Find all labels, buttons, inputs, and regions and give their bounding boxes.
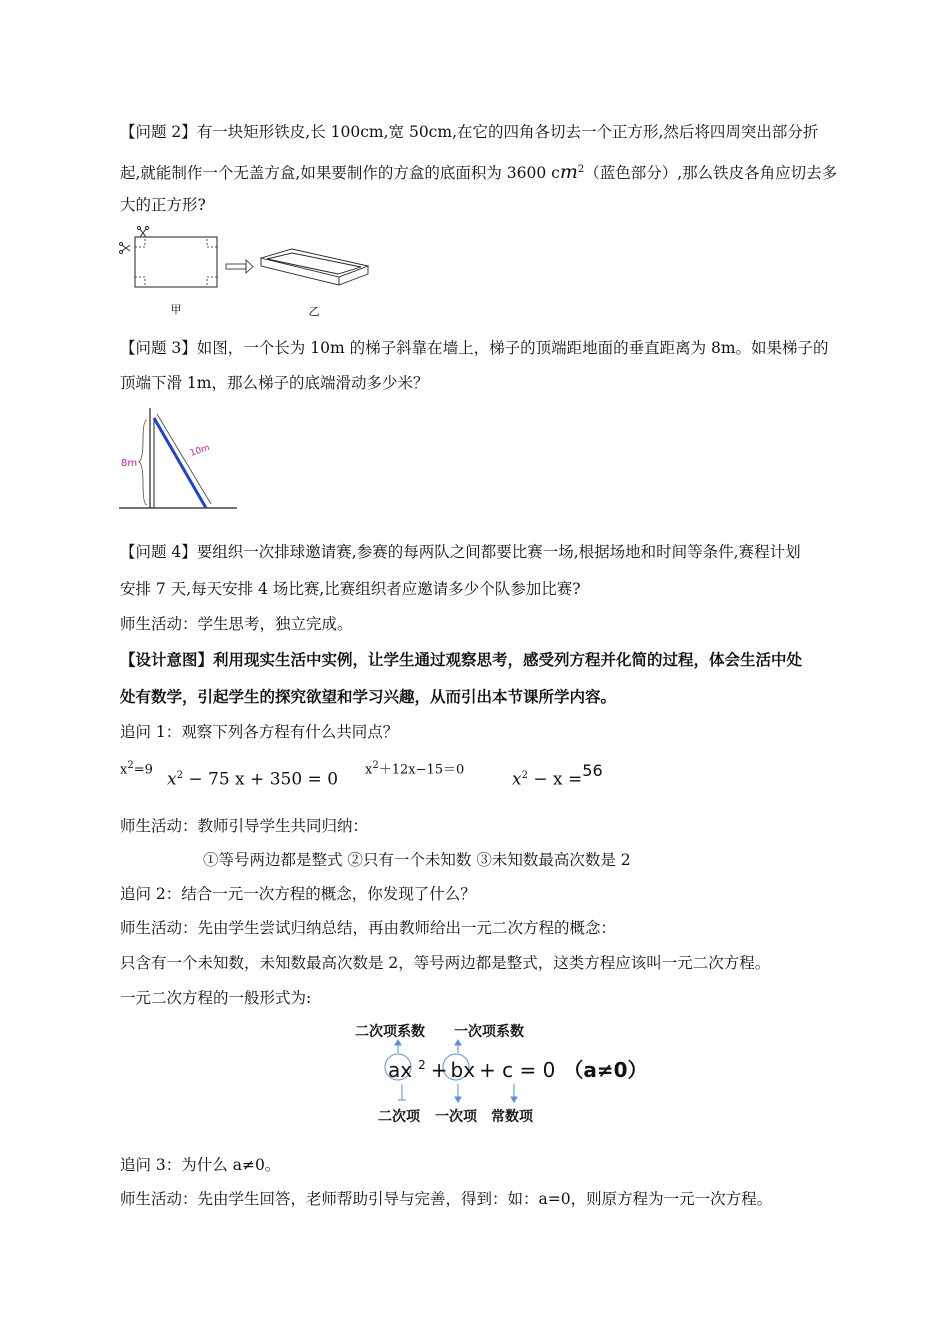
label-jia: 甲 bbox=[170, 303, 182, 316]
problem2-line2 bbox=[120, 160, 837, 183]
activity-4: 师生活动：先由学生回答，老师帮助引导与完善，得到：如：a=0，则原方程为一元一次方程。 bbox=[120, 1190, 773, 1208]
label-quadratic-coefficient: 二次项系数 bbox=[355, 1024, 425, 1040]
label-quadratic-term: 二次项 bbox=[378, 1109, 420, 1125]
definition: 只含有一个未知数，未知数最高次数是 2，等号两边都是整式，这类方程应该叫一元二次方程。 bbox=[120, 954, 771, 972]
design-intent-line1: 【设计意图】利用现实生活中实例，让学生通过观察思考，感受列方程并化简的过程，体会生活中处 bbox=[120, 651, 803, 669]
problem2-line3: 大的正方形? bbox=[120, 196, 206, 214]
general-form-equation: ax $^2$ + bx + c = 0 （a≠0） bbox=[388, 1058, 648, 1082]
ladder bbox=[154, 418, 206, 508]
activity-3: 师生活动：先由学生尝试归纳总结，再由教师给出一元二次方程的概念： bbox=[120, 919, 617, 937]
ladder-length-brace bbox=[157, 414, 211, 504]
scissors-icon bbox=[120, 227, 149, 254]
problem2-unit-sup: 2 bbox=[577, 164, 585, 175]
followup-1: 追问 1：观察下列各方程有什么共同点？ bbox=[120, 723, 399, 741]
problem3-line1: 【问题 3】如图，一个长为 10m 的梯子斜靠在墙上，梯子的顶端距地面的垂直距离为 8m。如果梯子的 bbox=[120, 339, 829, 357]
ladder-figure bbox=[115, 400, 245, 515]
label-constant-term: 常数项 bbox=[491, 1109, 533, 1125]
arrow-right-icon bbox=[226, 260, 253, 273]
design-intent-line2: 处有数学，引起学生的探究欲望和学习兴趣，从而引出本节课所学内容。 bbox=[120, 688, 617, 706]
activity-1: 师生活动：学生思考，独立完成。 bbox=[120, 615, 353, 633]
problem3-line2: 顶端下滑 1m，那么梯子的底端滑动多少米？ bbox=[120, 374, 429, 392]
problem2-line1: 【问题 2】有一块矩形铁皮,长 100cm,宽 50cm,在它的四角各切去一个正方形,然后将四周突出部分折 bbox=[120, 123, 819, 141]
features-list: ①等号两边都是整式 ②只有一个未知数 ③未知数最高次数是 2 bbox=[203, 851, 631, 869]
label-linear-coefficient: 一次项系数 bbox=[454, 1024, 524, 1040]
general-form-intro: 一元二次方程的一般形式为: bbox=[120, 989, 312, 1007]
iron-sheet-figure bbox=[120, 225, 380, 320]
label-8m: 8m bbox=[121, 458, 138, 469]
problem4-line2: 安排 7 天,每天安排 4 场比赛,比赛组织者应邀请多少个队参加比赛? bbox=[120, 580, 581, 598]
label-10m: 10m bbox=[188, 443, 212, 459]
problem2-line2-b: （蓝色部分）,那么铁皮各角应切去多 bbox=[584, 164, 838, 183]
height-brace bbox=[139, 420, 147, 505]
label-yi: 乙 bbox=[308, 305, 320, 318]
problem2-line2-a: 起,就能制作一个无盖方盒,如果要制作的方盒的底面积为 3600 c bbox=[120, 164, 560, 183]
equation-1: $x^2=9$ bbox=[120, 760, 153, 778]
activity-2: 师生活动：教师引导学生共同归纳： bbox=[120, 817, 369, 835]
problem4-line1: 【问题 4】要组织一次排球邀请赛,参赛的每两队之间都要比赛一场,根据场地和时间等条件,赛程计划 bbox=[120, 543, 801, 561]
sheet-rect bbox=[135, 237, 217, 287]
followup-2: 追问 2：结合一元一次方程的概念，你发现了什么？ bbox=[120, 885, 476, 903]
equation-2: $x^2 - 75$ x + 350 = 0 bbox=[167, 769, 339, 790]
open-box-drawing bbox=[261, 249, 368, 285]
label-linear-term: 一次项 bbox=[435, 1109, 477, 1125]
cut-corner-dashes bbox=[135, 237, 217, 287]
equation-4: $x^2 - x =56$ bbox=[512, 760, 603, 790]
problem2-unit-m: m bbox=[559, 161, 578, 184]
followup-3: 追问 3：为什么 a≠0。 bbox=[120, 1156, 281, 1174]
equation-3: $x^2+12x-15=0$ bbox=[365, 760, 465, 778]
general-form-diagram bbox=[350, 1018, 648, 1133]
